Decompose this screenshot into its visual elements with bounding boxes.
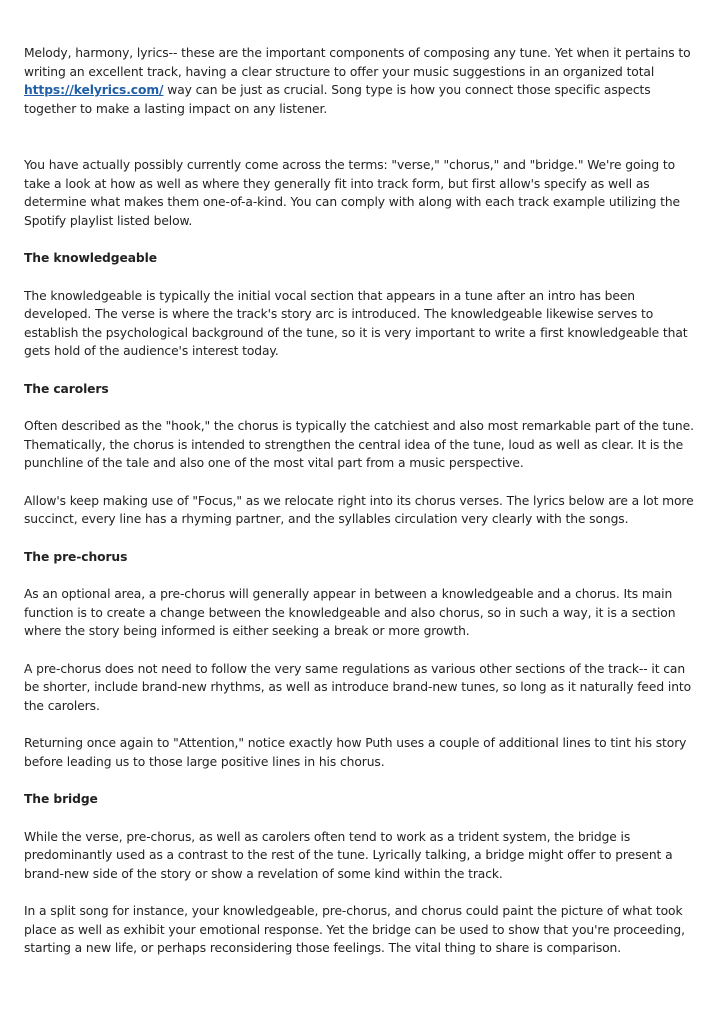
heading-bridge: The bridge <box>24 792 98 806</box>
paragraph-bridge-contrast: While the verse, pre-chorus, as well as carolers often tend to work as a trident system, the bridge is predominantly used as a contrast to the rest of the tune. Lyrically talking, a bridge might offer to present a brand-new side of the story or show a revelation of some kind within the track. <box>24 829 673 881</box>
kelyrics-link[interactable]: https://kelyrics.com/ <box>24 83 164 97</box>
article-body <box>24 44 696 958</box>
intro-paragraph <box>24 44 696 118</box>
paragraph-bridge-example: In a split song for instance, your knowledgeable, pre-chorus, and chorus could paint the picture of what took place as well as exhibit your emotional response. Yet the bridge can be used to show that you're proceeding, starting a new life, or perhaps reconsidering those feelings. The vital thing to share is comparison. <box>24 904 685 955</box>
paragraph-chorus-focus: Allow's keep making use of "Focus," as we relocate right into its chorus verses. The lyrics below are a lot more succinct, every line has a rhyming partner, and the syllables circulation very clearly with the songs. <box>24 493 694 526</box>
paragraph-verse: The knowledgeable is typically the initial vocal section that appears in a tune after an intro has been developed. The verse is where the track's story arc is introduced. The knowledgeable likewise serves to establish the psychological background of the tune, so it is very important to write a first knowledgeable that gets hold of the audience's interest today. <box>24 288 688 358</box>
heading-pre-chorus: The pre-chorus <box>24 549 128 564</box>
heading-chorus: The carolers <box>24 381 109 396</box>
paragraph-pre-chorus-rules: A pre-chorus does not need to follow the very same regulations as various other sections of the track-- it can be shorter, include brand-new rhythms, as well as introduce brand-new tunes, so long as it naturally feed into the carolers. <box>24 661 692 713</box>
paragraph-chorus-hook: Often described as the "hook," the chorus is typically the catchiest and also most remarkable part of the tune. Thematically, the chorus is intended to strengthen the central idea of the tune, loud as well as clear. It is the punchline of the tale and also one of the most vital part from a music perspective. <box>24 419 694 470</box>
heading-verse: The knowledgeable <box>24 251 157 265</box>
paragraph-song-terms: You have actually possibly currently come across the terms: "verse," "chorus," and "bridge." We're going to take a look at how as well as where they generally fit into track form, but first allow's specify as well as determine what makes them one-of-a-kind. You can comply with along with each track example utilizing the Spotify playlist listed below. <box>24 158 680 228</box>
paragraph-pre-chorus-role: As an optional area, a pre-chorus will generally appear in between a knowledgeable and a chorus. Its main function is to create a change between the knowledgeable and also chorus, so in such a way, it is a section where the story being informed is either seeking a break or more growth. <box>24 587 676 638</box>
paragraph-pre-chorus-attention: Returning once again to "Attention," notice exactly how Puth uses a couple of additional lines to tint his story before leading us to those large positive lines in his chorus. <box>24 736 687 769</box>
intro-text-after-link: way can be just as crucial. Song type is how you connect those specific aspects together to make a lasting impact on any listener. <box>24 83 651 116</box>
intro-text-before-link: Melody, harmony, lyrics-- these are the important components of composing any tune. Yet when it pertains to writing an excellent track, having a clear structure to offer your music suggestions in an organized total <box>24 46 691 79</box>
